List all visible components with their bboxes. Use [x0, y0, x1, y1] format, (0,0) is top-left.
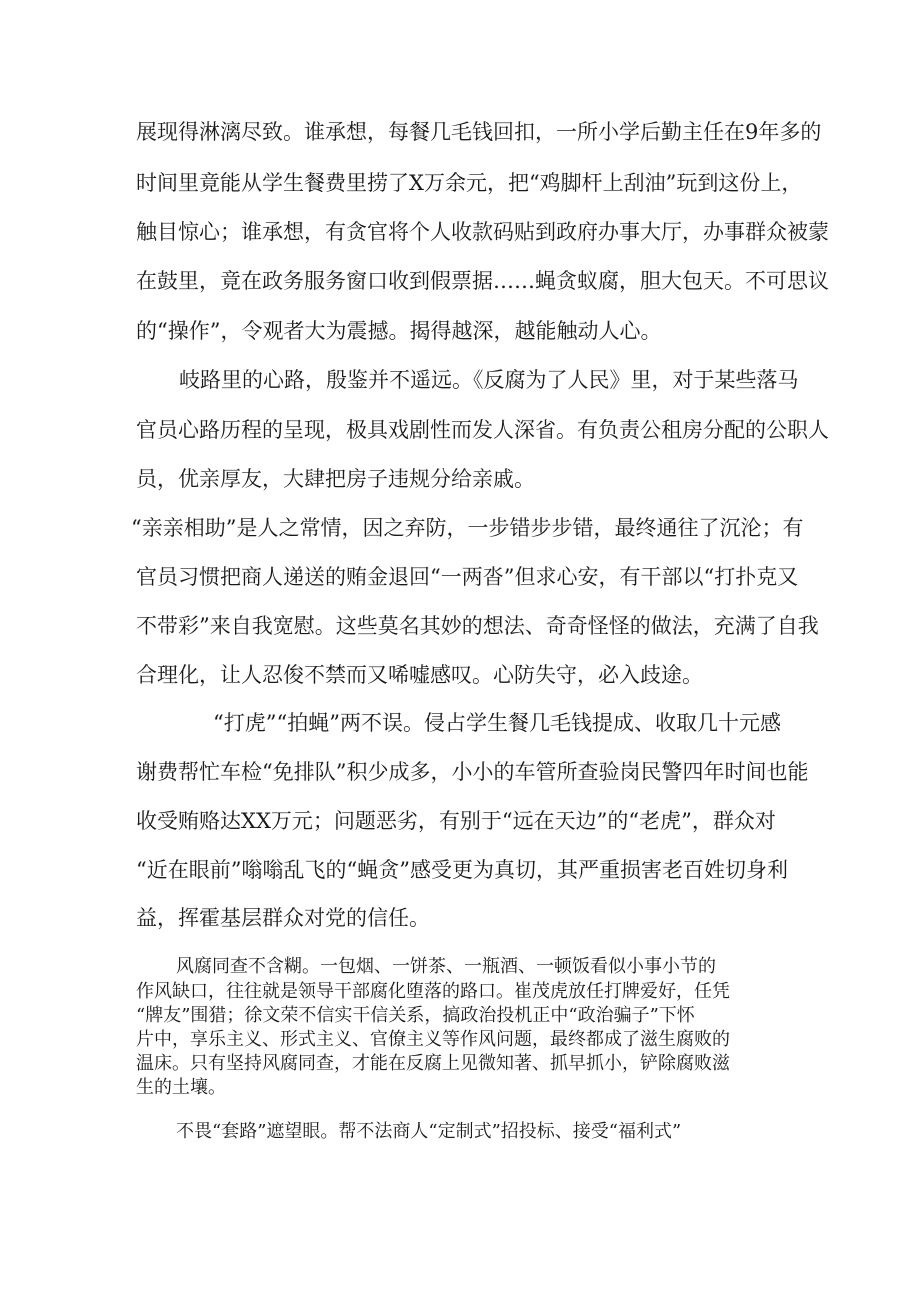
text-line: 生的土壤。	[136, 1077, 226, 1098]
text-line: 收受贿赂达XX万元；问题恶劣，有别于“远在天边”的“老虎”，群众对	[136, 809, 776, 833]
text-line: 不畏“套路”遮望眼。帮不法商人“定制式”招投标、接受“福利式”	[176, 1121, 682, 1142]
text-line: 官员心路历程的呈现，极具戏剧性而发人深省。有负责公租房分配的公职人	[136, 418, 829, 442]
text-line: 作风缺口，往往就是领导干部腐化堕落的路口。崔茂虎放任打牌爱好，任凭	[136, 981, 730, 1002]
text-line: 时间里竟能从学生餐费里捞了X万余元，把“鸡脚杆上刮油”玩到这份上，	[136, 171, 803, 195]
text-line: “近在眼前”嗡嗡乱飞的“蝇贪”感受更为真切，其严重损害老百姓切身利	[136, 858, 788, 882]
text-line: 官员习惯把商人递送的贿金退回“一两沓”但求心安，有干部以“打扑克又	[136, 565, 799, 589]
text-line: 合理化，让人忍俊不禁而又唏嘘感叹。心防失守，必入歧途。	[136, 663, 703, 687]
text-line: 岐路里的心路，殷鉴并不遥远。《反腐为了人民》里，对于某些落马	[179, 368, 799, 392]
text-line: 员，优亲厚友，大肆把房子违规分给亲戚。	[136, 467, 535, 491]
text-line: “打虎”“拍蝇”两不误。侵占学生餐几毛钱提成、收取几十元感	[213, 711, 781, 735]
text-line: 谢费帮忙车检“免排队”积少成多，小小的车管所查验岗民警四年时间也能	[136, 760, 809, 784]
text-line: 温床。只有坚持风腐同查，才能在反腐上见微知著、抓早抓小，铲除腐败滋	[136, 1053, 730, 1074]
text-line: “亲亲相助”是人之常情，因之弃防，一步错步步错，最终通往了沉沦；有	[131, 516, 804, 540]
text-line: 片中，享乐主义、形式主义、官僚主义等作风问题，最终都成了滋生腐败的	[136, 1029, 730, 1050]
text-line: 风腐同查不含糊。一包烟、一饼茶、一瓶酒、一顿饭看似小事小节的	[176, 956, 716, 977]
text-line: 益，挥霍基层群众对党的信任。	[136, 906, 430, 930]
text-line: 展现得淋漓尽致。谁承想，每餐几毛钱回扣，一所小学后勤主任在9年多的	[136, 120, 822, 144]
text-line: 的“操作”，令观者大为震撼。揭得越深，越能触动人心。	[136, 319, 662, 343]
text-line: 触目惊心；谁承想，有贪官将个人收款码贴到政府办事大厅，办事群众被蒙	[136, 220, 829, 244]
text-line: “牌友”围猎；徐文荣不信实干信关系，搞政治投机正中“政治骗子”下怀	[136, 1005, 695, 1026]
text-line: 在鼓里，竟在政务服务窗口收到假票据……蝇贪蚁腐，胆大包天。不可思议	[136, 269, 829, 293]
text-line: 不带彩”来自我宽慰。这些莫名其妙的想法、奇奇怪怪的做法，充满了自我	[136, 614, 819, 638]
